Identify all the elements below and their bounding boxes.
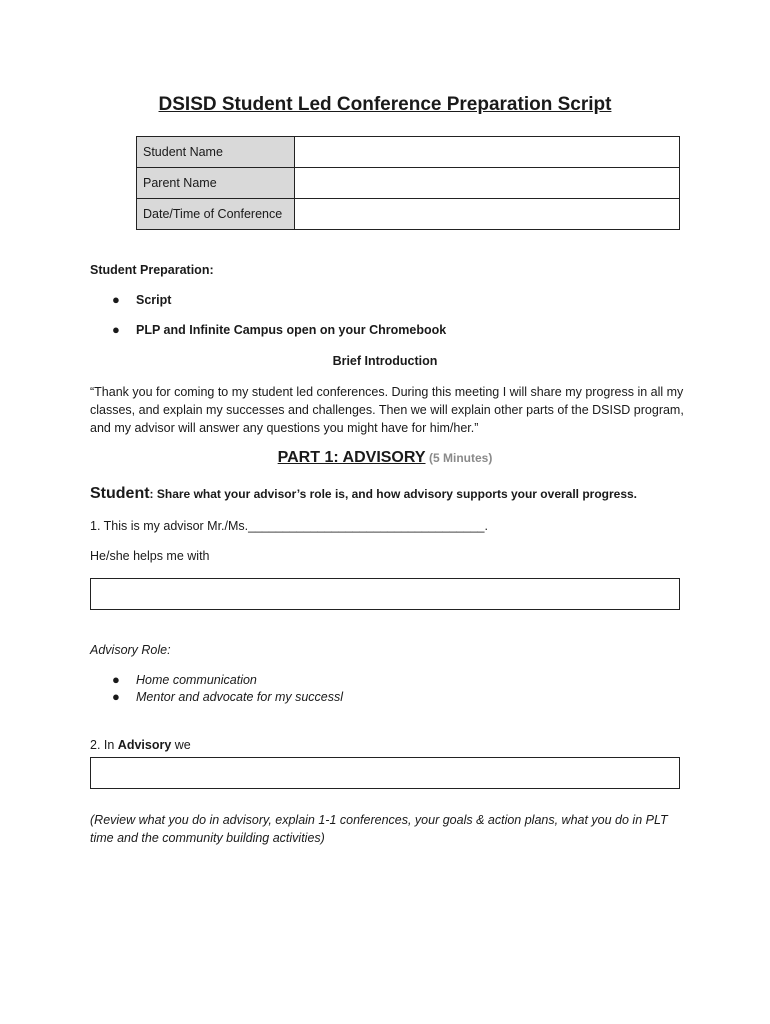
in-advisory-prefix: 2. In xyxy=(90,738,118,752)
bullet-icon: ● xyxy=(112,672,120,687)
bullet-icon: ● xyxy=(112,292,120,307)
table-row xyxy=(137,168,680,199)
conference-datetime-label: Date/Time of Conference xyxy=(137,199,295,230)
helps-me-with-label: He/she helps me with xyxy=(90,549,210,563)
student-info-table xyxy=(136,136,680,230)
table-row xyxy=(137,199,680,230)
student-name-label: Student Name xyxy=(137,137,295,168)
part1-heading xyxy=(0,449,770,467)
page-title: DSISD Student Led Conference Preparation Script xyxy=(158,94,612,115)
in-advisory-bold: Advisory xyxy=(117,738,172,752)
parent-name-field[interactable] xyxy=(295,168,680,199)
advisory-role-item: Home communication xyxy=(136,673,257,687)
in-advisory-line xyxy=(90,738,191,752)
parent-name-label: Parent Name xyxy=(137,168,295,199)
preparation-item-script: Script xyxy=(136,293,172,307)
brief-intro-heading: Brief Introduction xyxy=(332,354,438,368)
intro-script-text: “Thank you for coming to my student led conferences. During this meeting I will share my progress in all my classes, and explain my successes and challenges. Then we will explain other parts of the DSISD program, and my advisor will answer any questions you might have for him/her.” xyxy=(90,385,684,435)
advisory-role-item: Mentor and advocate for my successl xyxy=(136,690,344,704)
part1-title: PART 1: ADVISORY xyxy=(277,449,426,466)
part1-duration: (5 Minutes) xyxy=(429,451,493,465)
review-note: (Review what you do in advisory, explain 1-1 conferences, your goals & action plans, what you do in PLT time and the community building activities) xyxy=(90,813,668,845)
student-name-field[interactable] xyxy=(295,137,680,168)
in-advisory-suffix: we xyxy=(171,738,191,752)
preparation-item-plp: PLP and Infinite Campus open on your Chromebook xyxy=(136,323,447,337)
advisory-we-field[interactable] xyxy=(90,757,680,789)
bullet-icon: ● xyxy=(112,322,120,337)
advisor-name-line: 1. This is my advisor Mr./Ms.__________________________________. xyxy=(90,519,488,533)
conference-datetime-field[interactable] xyxy=(295,199,680,230)
student-preparation-heading: Student Preparation: xyxy=(90,263,214,277)
student-prompt-text: : Share what your advisor’s role is, and how advisory supports your overall progress. xyxy=(149,487,638,501)
bullet-icon: ● xyxy=(112,689,120,704)
advisory-role-heading: Advisory Role: xyxy=(90,643,171,657)
table-row xyxy=(137,137,680,168)
student-label: Student xyxy=(90,485,150,502)
helps-me-with-field[interactable] xyxy=(90,578,680,610)
student-prompt xyxy=(90,485,637,503)
